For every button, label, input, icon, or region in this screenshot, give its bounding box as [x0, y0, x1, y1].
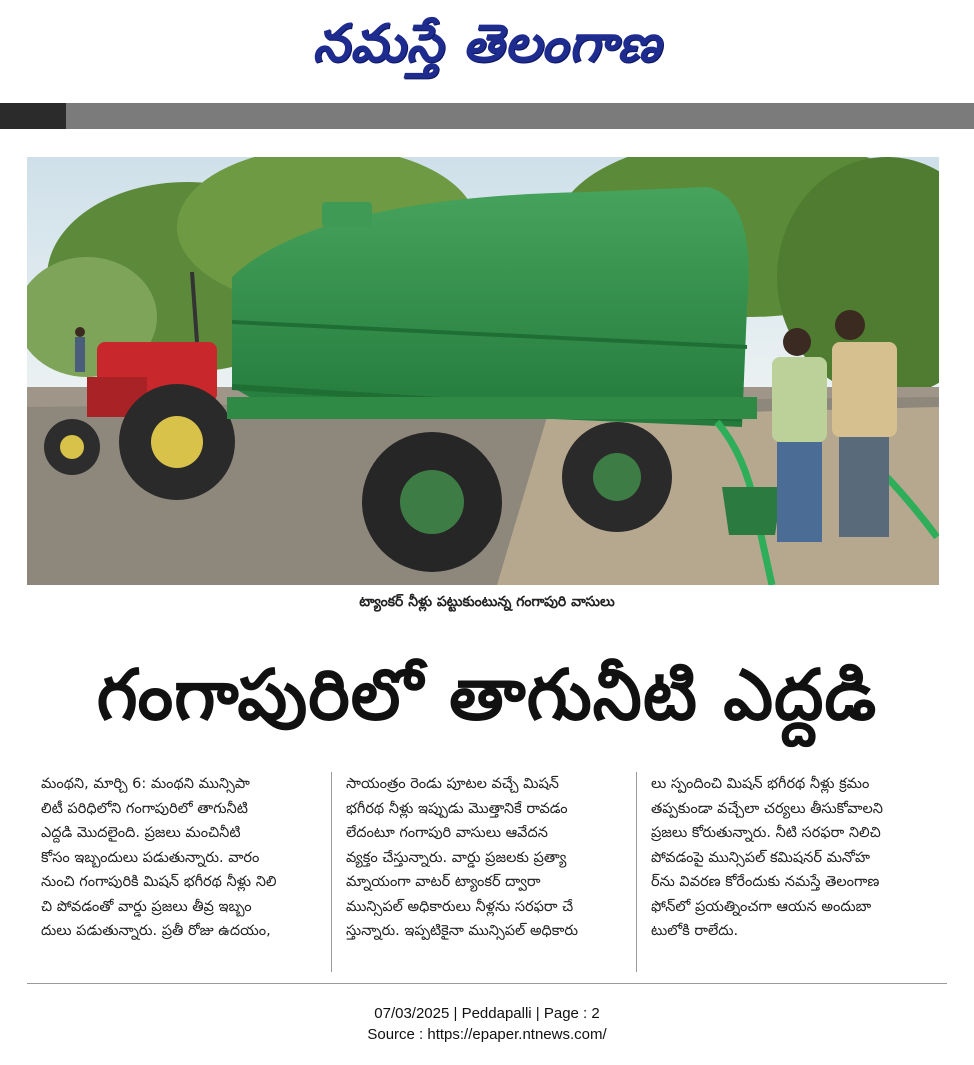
article-line: ఎద్దడి మొదలైంది. ప్రజలు మంచినీటి: [41, 825, 241, 841]
article-line: వ్యక్తం చేస్తున్నారు. వార్డు ప్రజలకు ప్రత్యా: [346, 849, 567, 866]
article-line: ర్‌ను వివరణ కోరేందుకు నమస్తే తెలంగాణ: [651, 874, 880, 890]
header-rule-dark: [0, 103, 66, 129]
article-line: దులు పడుతున్నారు. ప్రతీ రోజు ఉదయం,: [41, 923, 271, 939]
article-line: టులోకి రాలేదు.: [651, 923, 739, 939]
tanker-photo-illustration: [27, 157, 939, 585]
article-line: కోసం ఇబ్బందులు పడుతున్నారు. వారం: [41, 849, 260, 866]
header-rule-grey: [66, 103, 974, 129]
article-line: చి పోవడంతో వార్డు ప్రజలు తీవ్ర ఇబ్బం: [41, 898, 252, 915]
article-line: స్తున్నారు. ఇప్పటికైనా మున్సిపల్ అధికారు: [346, 923, 578, 939]
page-footer: [0, 1003, 974, 1045]
article-headline: గంగాపురిలో తాగునీటి ఎద్దడి: [96, 654, 878, 736]
article-body: [27, 772, 941, 972]
article-line: లిటీ పరిధిలోని గంగాపురిలో తాగునీటి: [41, 800, 248, 817]
masthead: [0, 0, 974, 100]
news-photo: [27, 157, 939, 585]
article-line: మంథని, మార్చి 6: మంథని మున్సిపా: [41, 776, 250, 792]
article-line: భగీరథ నీళ్లు ఇప్పుడు మొత్తానికే రావడం: [346, 800, 568, 817]
article-line: ప్రజలు కోరుతున్నారు. నీటి సరఫరా నిలిచి: [651, 825, 881, 841]
article-line: మున్సిపల్ అధికారులు నీళ్లను సరఫరా చే: [346, 898, 574, 915]
header-rule: [0, 103, 974, 129]
source-link[interactable]: Source : https://epaper.ntnews.com/: [367, 1026, 607, 1043]
article-line: నుంచి గంగాపురికి మిషన్ భగీరథ నీళ్లు నిలి: [41, 874, 277, 890]
footer-divider: [27, 983, 947, 984]
article-column-3: [636, 772, 941, 972]
article-line: తప్పకుండా వచ్చేలా చర్యలు తీసుకోవాలని: [651, 800, 883, 817]
article-line: పోవడంపై మున్సిపల్ కమిషనర్ మనోహ: [651, 849, 870, 866]
article-column-2: [331, 772, 636, 972]
article-line: లేదంటూ గంగాపురి వాసులు ఆవేదన: [346, 825, 548, 841]
article-column-1: [27, 772, 331, 972]
article-line: ఫోన్‌లో ప్రయత్నించగా ఆయన అందుబా: [651, 898, 872, 915]
photo-caption: ట్యాంకర్ నీళ్లు పట్టుకుంటున్న గంగాపురి వాసులు: [359, 594, 615, 610]
article-line: లు స్పందించి మిషన్ భగీరథ నీళ్లు క్రమం: [651, 776, 870, 792]
article-line: సాయంత్రం రెండు పూటల వచ్చే మిషన్: [346, 776, 559, 792]
article-line: మ్నాయంగా వాటర్ ట్యాంకర్ ద్వారా: [346, 874, 541, 890]
newspaper-title: నమస్తే తెలంగాణ: [312, 13, 662, 74]
edition-info: 07/03/2025 | Peddapalli | Page : 2: [374, 1005, 600, 1022]
